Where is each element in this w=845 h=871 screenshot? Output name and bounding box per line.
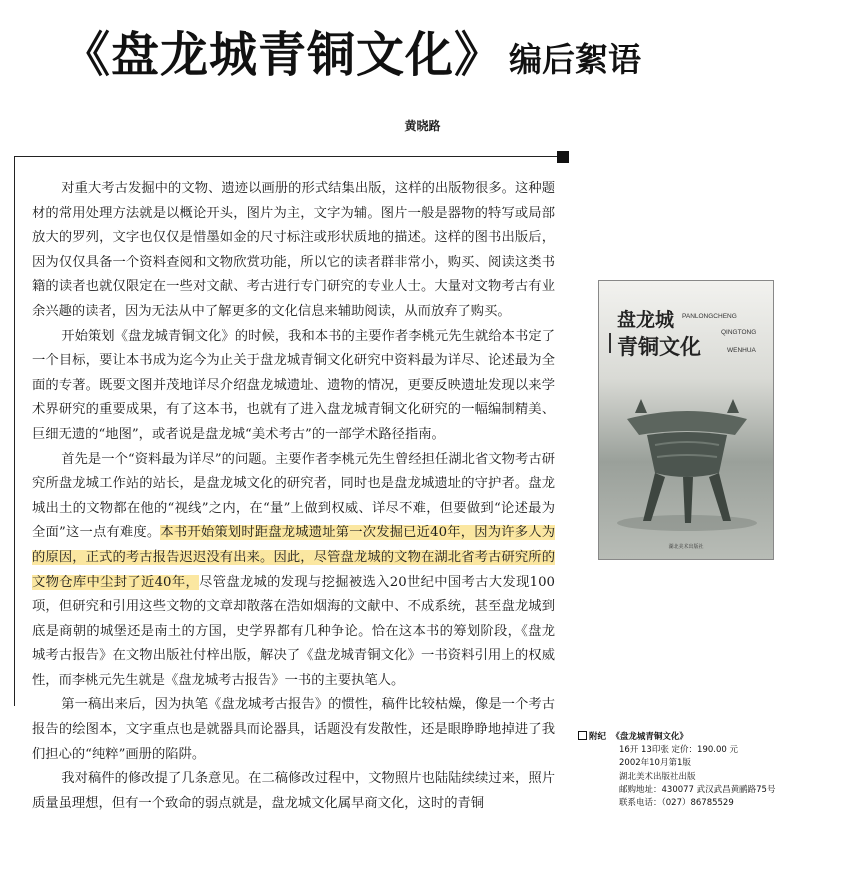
frame-corner-square xyxy=(557,151,569,163)
author-name: 黄晓路 xyxy=(404,119,441,133)
appendix-book: 《盘龙城青铜文化》 xyxy=(611,732,688,742)
bronze-vessel-image xyxy=(607,373,767,533)
frame-left-rule xyxy=(14,156,15,706)
appendix-phone: 联系电话：（027）86785529 xyxy=(619,798,734,809)
highlighted-passage: 本书开始策划时距盘龙城遗址第一次发掘已近40年，因为许多人为的原因，正式的考古报告迟迟没有出来。因此，尽管盘龙城的文物在湖北省考古研究所的文物仓库中尘封了近40年， xyxy=(32,525,555,590)
article-title xyxy=(62,16,641,85)
title-main: 《盘龙城青铜文化》 xyxy=(62,27,504,83)
appendix-spec: 16开 13印张 定价：190.00 元 xyxy=(619,745,738,756)
publication-info xyxy=(578,731,843,810)
cover-title-bar xyxy=(609,333,611,353)
article-body xyxy=(32,177,555,816)
cover-pinyin-1: PANLONGCHENG xyxy=(682,313,737,320)
cover-title-line1: 盘龙城 xyxy=(617,309,675,331)
appendix-edition: 2002年10月第1版 xyxy=(619,758,691,769)
title-sub: 编后絮语 xyxy=(509,40,642,79)
frame-top-rule xyxy=(14,156,564,157)
paragraph-3 xyxy=(32,448,555,694)
cover-pinyin-2: QINGTONG xyxy=(721,329,757,336)
cover-publisher: 湖北美术出版社 xyxy=(668,544,704,550)
paragraph-3-text: 首先是一个“资料最为详尽”的问题。主要作者李桃元先生曾经担任湖北省文物考古研究所盘龙城工作站的站长，是盘龙城文化的研究者，同时也是盘龙城遗址的守护者。盘龙城出土的文物都在他的“视线”之内，在“量”上做到权威、详尽不难，但要做到“论述最为全面”这一点有难度。 xyxy=(32,451,555,541)
appendix-header xyxy=(578,731,843,744)
book-cover xyxy=(598,280,774,560)
paragraph-3-tail: 尽管盘龙城的发现与挖掘被选入20世纪中国考古大发现100项，但研究和引用这些文物的文章却散落在浩如烟海的文献中、不成系统，甚至盘龙城到底是商朝的城堡还是南土的方国，史学界都有几种争论。恰在这本书的筹划阶段，《盘龙城考古报告》在文物出版社付梓出版，解决了《盘龙城青铜文化》一书资料引用上的权威性，而李桃元先生就是《盘龙城考古报告》一书的主要执笔人。 xyxy=(32,574,555,688)
cover-title-line2: 青铜文化 xyxy=(617,335,701,359)
cover-pinyin-3: WENHUA xyxy=(727,347,756,354)
appendix-address: 邮购地址：430077 武汉武昌黄鹂路75号 xyxy=(619,784,776,795)
paragraph-1: 对重大考古发掘中的文物、遗迹以画册的形式结集出版，这样的出版物很多。这种题材的常用处理方法就是以概论开头，图片为主，文字为辅。图片一般是器物的特写或局部放大的罗列，文字也仅仅是惜墨如金的尺寸标注或形状质地的描述。这样的图书出版后，因为仅仅具备一个资料查阅和文物欣赏功能，所以它的读者群非常小，购买、阅读这类书籍的读者也就仅限定在一些对文献、考古进行专门研究的专业人士。大量对文物考古有业余兴趣的读者，因为无法从中了解更多的文化信息来辅助阅读，从而放弃了购买。 xyxy=(32,181,555,319)
box-icon xyxy=(578,731,587,740)
appendix-label: 附纪 xyxy=(589,732,607,742)
paragraph-4: 第一稿出来后，因为执笔《盘龙城考古报告》的惯性，稿件比较枯燥，像是一个考古报告的绘图本，文字重点也是就器具而论器具，话题没有发散性，还是眼睁睁地掉进了我们担心的“纯粹”画册的陷阱。 xyxy=(32,697,555,762)
paragraph-2: 开始策划《盘龙城青铜文化》的时候，我和本书的主要作者李桃元先生就给本书定了一个目标，要让本书成为迄今为止关于盘龙城青铜文化研究中资料最为详尽、论述最为全面的专著。既要文图并茂地详尽介绍盘龙城遗址、遗物的情况，更要反映遗址发现以来学术界研究的重要成果，有了这本书，也就有了进入盘龙城青铜文化研究的一幅编制精美、巨细无遗的“地图”，或者说是盘龙城“美术考古”的一部学术路径指南。 xyxy=(32,328,555,442)
paragraph-5: 我对稿件的修改提了几条意见。在二稿修改过程中，文物照片也陆陆续续过来，照片质量虽理想，但有一个致命的弱点就是，盘龙城文化属早商文化，这时的青铜 xyxy=(32,771,555,811)
appendix-publisher: 湖北美术出版社出版 xyxy=(619,771,696,782)
